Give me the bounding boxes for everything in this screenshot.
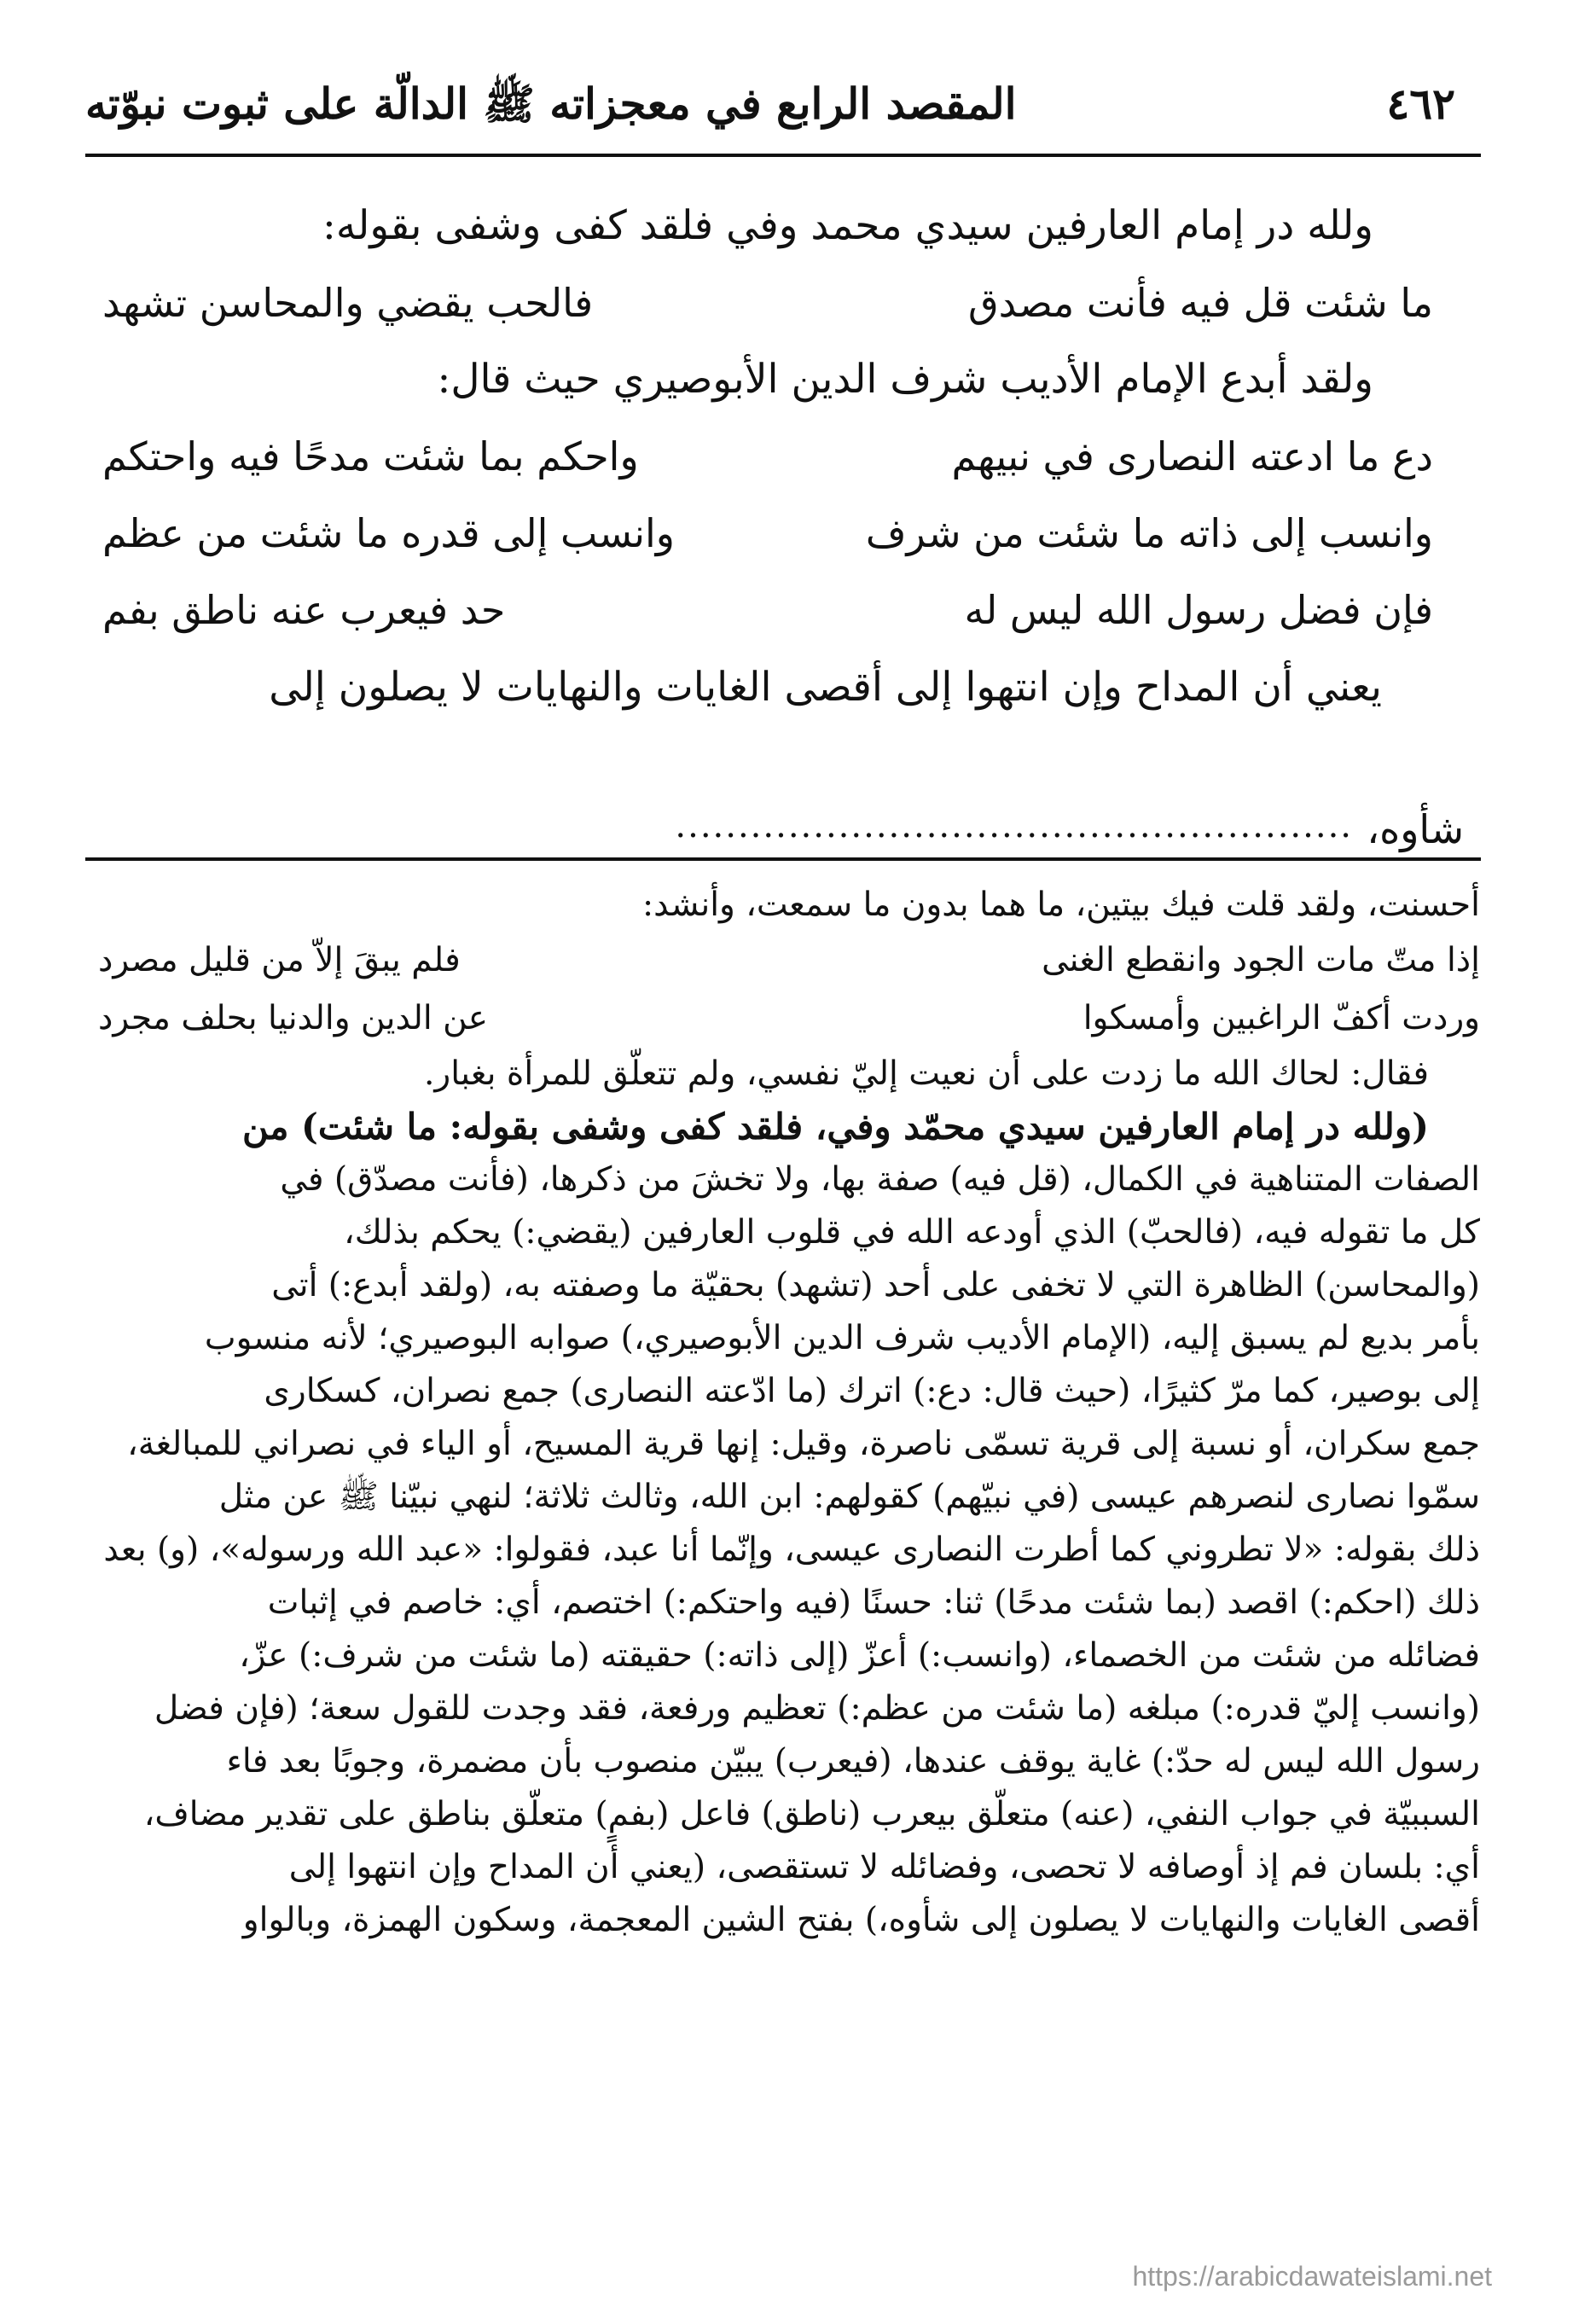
commentary-line: ذلك بقوله: «لا تطروني كما أطرت النصارى عيسى، وإنّما أنا عبد، فقولوا: «عبد الله ورسوله»، (و) بعد <box>103 1531 1480 1569</box>
verse-hemistich-left: فالحب يقضي والمحاسن تشهد <box>102 280 594 326</box>
closing-line: يعني أن المداح وإن انتهوا إلى أقصى الغايات والنهايات لا يصلون إلى <box>269 664 1382 711</box>
verse-line <box>102 264 1433 341</box>
verse-hemistich-left: وانسب إلى قدره ما شئت من عظم <box>102 510 676 556</box>
verse-hemistich-right: دع ما ادعته النصارى في نبيهم <box>951 433 1433 479</box>
running-header <box>85 75 1481 157</box>
commentary-text <box>98 879 1480 1947</box>
verse-hemistich-left: حد فيعرب عنه ناطق بفم <box>102 587 506 633</box>
verse-hemistich-left: فلم يبقَ إلاّ من قليل مصرد <box>98 941 461 979</box>
intro-line: ولله در إمام العارفين سيدي محمد وفي فلقد كفى وشفى بقوله: <box>322 202 1373 249</box>
commentary-line: (ولله در إمام العارفين سيدي محمّد وفي، فلقد كفى وشفى بقوله: ما شئت) من <box>241 1106 1429 1147</box>
commentary-line: إلى بوصير، كما مرّ كثيرًا، (حيث قال: دع:) اترك (ما ادّعته النصارى) جمع نصران، كسكارى <box>264 1372 1480 1410</box>
watermark-url: https://arabicdawateislami.net <box>1132 2261 1492 2292</box>
commentary-line: بأمر بديع لم يسبق إليه، (الإمام الأديب شرف الدين الأبوصيري،) صوابه البوصيري؛ لأنه منسوب <box>204 1319 1480 1357</box>
commentary-line: كل ما تقوله فيه، (فالحبّ) الذي أودعه الله في قلوب العارفين (يقضي:) يحكم بذلك، <box>344 1213 1480 1252</box>
commentary-verse <box>98 990 1480 1048</box>
commentary-line: سمّوا نصارى لنصرهم عيسى (في نبيّهم) كقولهم: ابن الله، وثالث ثلاثة؛ لنهي نبيّنا ﷺ عن مثل <box>218 1478 1480 1516</box>
commentary-line: (والمحاسن) الظاهرة التي لا تخفى على أحد (تشهد) بحقيّة ما وصفته به، (ولقد أبدع:) أتى <box>271 1266 1480 1304</box>
separator-rule <box>85 857 1481 861</box>
intro-line: ولقد أبدع الإمام الأديب شرف الدين الأبوصيري حيث قال: <box>437 356 1373 403</box>
commentary-line: أي: بلسان فم إذ أوصافه لا تحصى، وفضائله لا تستقصى، (يعني أن المداح وإن انتهوا إلى <box>288 1848 1480 1886</box>
verse-line <box>102 418 1433 495</box>
verse-hemistich-right: ما شئت قل فيه فأنت مصدق <box>967 280 1433 326</box>
page-number: ٤٦٢ <box>1386 78 1455 129</box>
commentary-line: أحسنت، ولقد قلت فيك بيتين، ما هما بدون ما سمعت، وأنشد: <box>641 886 1480 924</box>
commentary-verse <box>98 932 1480 990</box>
commentary-line: فضائله من شئت من الخصماء، (وانسب:) أعزّ (إلى ذاته:) حقيقته (ما شئت من شرف:) عزّ، <box>239 1636 1480 1675</box>
verse-hemistich-left: واحكم بما شئت مدحًا فيه واحتكم <box>102 433 639 479</box>
verse-line <box>102 495 1433 572</box>
verse-hemistich-right: وانسب إلى ذاته ما شئت من شرف <box>865 510 1433 556</box>
commentary-line: ذلك (احكم:) اقصد (بما شئت مدحًا) ثنا: حسنًا (فيه واحتكم:) اختصم، أي: خاصم في إثبات <box>267 1583 1480 1622</box>
commentary-line: الصفات المتناهية في الكمال، (قل فيه) صفة بها، ولا تخشَ من ذكرها، (فأنت مصدّق) في <box>280 1160 1480 1199</box>
main-text <box>102 188 1433 727</box>
verse-hemistich-left: عن الدين والدنيا بحلف مجرد <box>98 999 489 1037</box>
commentary-line: جمع سكران، أو نسبة إلى قرية تسمّى ناصرة، وقيل: إنها قرية المسيح، أو الياء في نصراني للمبالغة، <box>127 1425 1480 1463</box>
commentary-line: السببيّة في جواب النفي، (عنه) متعلّق بيعرب (ناطق) فاعل (بفمٍ) متعلّق بناطق على تقدير مضاف، <box>143 1795 1480 1833</box>
commentary-line: رسول الله ليس له حدّ:) غاية يوقف عندها، (فيعرب) يبيّن منصوب بأن مضمرة، وجوبًا بعد فاء <box>226 1742 1480 1781</box>
verse-hemistich-right: إذا متّ مات الجود وانقطع الغنى <box>1042 941 1480 979</box>
verse-hemistich-right: فإن فضل رسول الله ليس له <box>964 587 1433 633</box>
running-title: المقصد الرابع في معجزاته ﷺ الدالّة على ثبوت نبوّته <box>85 78 1017 129</box>
commentary-line: أقصى الغايات والنهايات لا يصلون إلى شأوه،) بفتح الشين المعجمة، وسكون الهمزة، وبالواو <box>242 1901 1480 1939</box>
verse-line <box>102 572 1433 648</box>
commentary-line: (وانسب إليّ قدره:) مبلغه (ما شئت من عظم:) تعظيم ورفعة، فقد وجدت للقول سعة؛ (فإن فضل <box>154 1689 1480 1728</box>
commentary-line: فقال: لحاك الله ما زدت على أن نعيت إليّ نفسي، ولم تتعلّق للمرأة بغبار. <box>423 1055 1429 1093</box>
dotted-leader: ...................................................... <box>675 806 1353 845</box>
closing-word: شأوه، <box>1367 806 1464 852</box>
verse-hemistich-right: وردت أكفّ الراغبين وأمسكوا <box>1083 999 1480 1037</box>
